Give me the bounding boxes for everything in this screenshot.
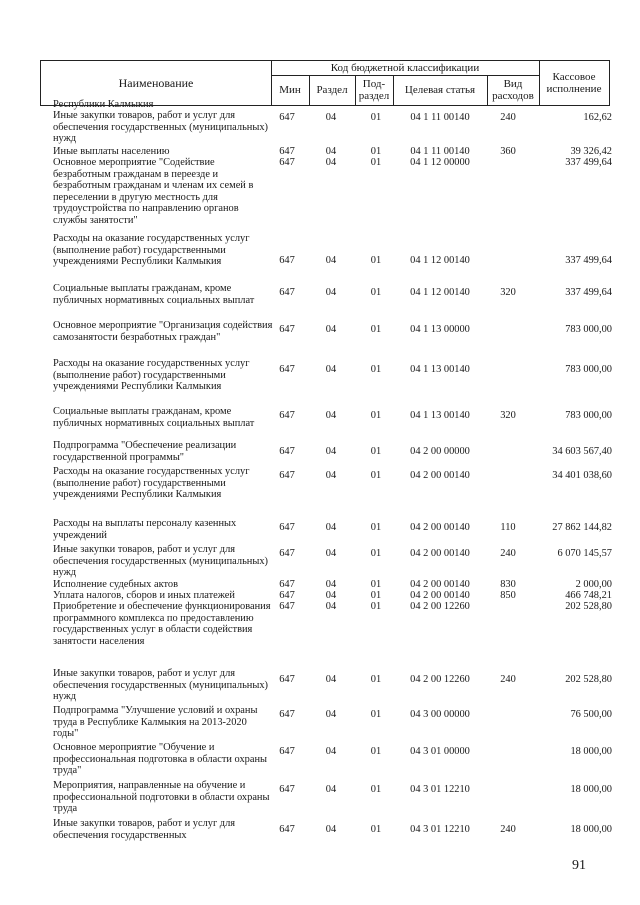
header-podrazdel: Под-раздел bbox=[358, 78, 390, 102]
row-podr: 01 bbox=[370, 324, 382, 335]
row-sum: 39 326,42 bbox=[570, 146, 612, 157]
row-name: Расходы на выплаты персоналу казенных учреждений bbox=[53, 518, 237, 541]
row-razdel: 04 bbox=[325, 601, 337, 612]
row-min: 647 bbox=[279, 824, 295, 835]
row-sum: 202 528,80 bbox=[565, 601, 612, 612]
row-name: Расходы на оказание государственных услуг (выполнение работ) государственными учреждениями Республики Калмыкия bbox=[53, 466, 250, 501]
row-name: Иные выплаты населению bbox=[53, 146, 170, 157]
row-sum: 466 748,21 bbox=[565, 590, 612, 601]
row-razdel: 04 bbox=[325, 548, 337, 559]
row-razdel: 04 bbox=[325, 255, 337, 266]
page-number: 91 bbox=[572, 858, 586, 873]
row-name: Социальные выплаты гражданам, кроме публичных нормативных социальных выплат bbox=[53, 406, 255, 429]
header-min: Мин bbox=[279, 84, 301, 96]
row-stat: 04 1 13 00140 bbox=[410, 364, 470, 375]
header-name: Наименование bbox=[118, 76, 194, 90]
row-stat: 04 2 00 00000 bbox=[410, 446, 470, 457]
header-kassa: Кассовое исполнение bbox=[546, 71, 602, 95]
row-sum: 783 000,00 bbox=[565, 410, 612, 421]
row-name: Иные закупки товаров, работ и услуг для обеспечения государственных (муниципальных) нужд bbox=[53, 668, 269, 703]
row-min: 647 bbox=[279, 784, 295, 795]
row-podr: 01 bbox=[370, 601, 382, 612]
row-razdel: 04 bbox=[325, 146, 337, 157]
row-name: Основное мероприятие "Обучение и профессиональная подготовка в области охраны труда" bbox=[53, 742, 267, 777]
row-min: 647 bbox=[279, 364, 295, 375]
row-name: Подпрограмма "Обеспечение реализации государственной программы" bbox=[53, 440, 237, 463]
row-sum: 18 000,00 bbox=[570, 784, 612, 795]
row-name: Основное мероприятие "Содействие безработным гражданам в переезде и безработным гражданам и членам их семей в переселении в другую местность для трудоустройства по направлению органов службы занятости" bbox=[53, 157, 254, 226]
row-vid: 320 bbox=[500, 287, 516, 298]
row-stat: 04 2 00 00140 bbox=[410, 579, 470, 590]
row-vid: 240 bbox=[500, 548, 516, 559]
row-stat: 04 1 12 00000 bbox=[410, 157, 470, 168]
row-vid: 360 bbox=[500, 146, 516, 157]
row-razdel: 04 bbox=[325, 709, 337, 720]
row-stat: 04 3 00 00000 bbox=[410, 709, 470, 720]
row-razdel: 04 bbox=[325, 746, 337, 757]
row-name: Подпрограмма "Улучшение условий и охраны труда в Республике Калмыкия на 2013-2020 годы" bbox=[53, 705, 258, 740]
row-stat: 04 2 00 00140 bbox=[410, 548, 470, 559]
row-sum: 202 528,80 bbox=[565, 674, 612, 685]
row-name: Исполнение судебных актов bbox=[53, 579, 178, 590]
row-min: 647 bbox=[279, 287, 295, 298]
row-min: 647 bbox=[279, 601, 295, 612]
row-razdel: 04 bbox=[325, 364, 337, 375]
row-vid: 240 bbox=[500, 674, 516, 685]
row-name: Социальные выплаты гражданам, кроме публичных нормативных социальных выплат bbox=[53, 283, 255, 306]
row-sum: 162,62 bbox=[583, 112, 612, 123]
row-vid: 830 bbox=[500, 579, 516, 590]
row-sum: 34 603 567,40 bbox=[552, 446, 612, 457]
row-stat: 04 2 00 00140 bbox=[410, 522, 470, 533]
row-podr: 01 bbox=[370, 112, 382, 123]
row-stat: 04 3 01 12210 bbox=[410, 784, 470, 795]
row-sum: 34 401 038,60 bbox=[552, 470, 612, 481]
row-razdel: 04 bbox=[325, 410, 337, 421]
row-stat: 04 2 00 12260 bbox=[410, 601, 470, 612]
row-podr: 01 bbox=[370, 579, 382, 590]
row-podr: 01 bbox=[370, 146, 382, 157]
row-razdel: 04 bbox=[325, 579, 337, 590]
row-stat: 04 3 01 00000 bbox=[410, 746, 470, 757]
row-vid: 240 bbox=[500, 112, 516, 123]
row-stat: 04 1 13 00140 bbox=[410, 410, 470, 421]
row-min: 647 bbox=[279, 470, 295, 481]
row-sum: 783 000,00 bbox=[565, 324, 612, 335]
row-sum: 337 499,64 bbox=[565, 287, 612, 298]
row-podr: 01 bbox=[370, 709, 382, 720]
row-stat: 04 1 12 00140 bbox=[410, 287, 470, 298]
row-razdel: 04 bbox=[325, 522, 337, 533]
row-vid: 110 bbox=[500, 522, 516, 533]
row-razdel: 04 bbox=[325, 470, 337, 481]
row-vid: 850 bbox=[500, 590, 516, 601]
row-razdel: 04 bbox=[325, 674, 337, 685]
row-sum: 18 000,00 bbox=[570, 746, 612, 757]
row-podr: 01 bbox=[370, 522, 382, 533]
row-name: Приобретение и обеспечение функционирования программного комплекса по предоставлению государственных услуг в области содействия занятости населения bbox=[53, 601, 271, 647]
row-sum: 783 000,00 bbox=[565, 364, 612, 375]
row-vid: 240 bbox=[500, 824, 516, 835]
row-sum: 27 862 144,82 bbox=[552, 522, 612, 533]
row-sum: 2 000,00 bbox=[575, 579, 612, 590]
row-razdel: 04 bbox=[325, 157, 337, 168]
row-podr: 01 bbox=[370, 364, 382, 375]
row-min: 647 bbox=[279, 579, 295, 590]
row-sum: 6 070 145,57 bbox=[557, 548, 612, 559]
row-name: Иные закупки товаров, работ и услуг для обеспечения государственных (муниципальных) нужд bbox=[53, 544, 269, 579]
row-min: 647 bbox=[279, 157, 295, 168]
row-sum: 337 499,64 bbox=[565, 157, 612, 168]
row-podr: 01 bbox=[370, 255, 382, 266]
row-podr: 01 bbox=[370, 548, 382, 559]
row-sum: 76 500,00 bbox=[570, 709, 612, 720]
row-min: 647 bbox=[279, 146, 295, 157]
row-stat: 04 1 13 00000 bbox=[410, 324, 470, 335]
row-name: Расходы на оказание государственных услуг (выполнение работ) государственными учреждениями Республики Калмыкия bbox=[53, 358, 250, 393]
row-min: 647 bbox=[279, 255, 295, 266]
row-stat: 04 1 11 00140 bbox=[410, 146, 470, 157]
row-stat: 04 1 11 00140 bbox=[410, 112, 470, 123]
row-razdel: 04 bbox=[325, 590, 337, 601]
row-sum: 18 000,00 bbox=[570, 824, 612, 835]
row-razdel: 04 bbox=[325, 784, 337, 795]
row-razdel: 04 bbox=[325, 824, 337, 835]
row-name: Иные закупки товаров, работ и услуг для обеспечения государственных bbox=[53, 818, 236, 841]
row-podr: 01 bbox=[370, 157, 382, 168]
row-name: Иные закупки товаров, работ и услуг для обеспечения государственных (муниципальных) нужд bbox=[53, 110, 269, 145]
row-min: 647 bbox=[279, 674, 295, 685]
row-min: 647 bbox=[279, 522, 295, 533]
row-podr: 01 bbox=[370, 784, 382, 795]
row-min: 647 bbox=[279, 709, 295, 720]
header-vid: Вид расходов bbox=[492, 78, 534, 102]
row-stat: 04 2 00 12260 bbox=[410, 674, 470, 685]
row-podr: 01 bbox=[370, 590, 382, 601]
row-stat: 04 2 00 00140 bbox=[410, 590, 470, 601]
row-vid: 320 bbox=[500, 410, 516, 421]
row-stat: 04 1 12 00140 bbox=[410, 255, 470, 266]
row-min: 647 bbox=[279, 746, 295, 757]
row-name: Мероприятия, направленные на обучение и профессиональной подготовки в области охраны труда bbox=[53, 780, 270, 815]
header-statya: Целевая статья bbox=[404, 84, 476, 96]
row-name: Основное мероприятие "Организация содействия самозанятости безработных граждан" bbox=[53, 320, 273, 343]
row-podr: 01 bbox=[370, 746, 382, 757]
row-name: Уплата налогов, сборов и иных платежей bbox=[53, 590, 235, 601]
row-razdel: 04 bbox=[325, 324, 337, 335]
row-stat: 04 2 00 00140 bbox=[410, 470, 470, 481]
row-min: 647 bbox=[279, 590, 295, 601]
row-stat: 04 3 01 12210 bbox=[410, 824, 470, 835]
row-min: 647 bbox=[279, 112, 295, 123]
row-podr: 01 bbox=[370, 470, 382, 481]
row-podr: 01 bbox=[370, 824, 382, 835]
header-code-group: Код бюджетной классификации bbox=[330, 62, 480, 74]
row-podr: 01 bbox=[370, 446, 382, 457]
row-name: Республики Калмыкия bbox=[53, 99, 154, 110]
row-razdel: 04 bbox=[325, 446, 337, 457]
row-min: 647 bbox=[279, 548, 295, 559]
row-razdel: 04 bbox=[325, 287, 337, 298]
row-razdel: 04 bbox=[325, 112, 337, 123]
row-name: Расходы на оказание государственных услуг (выполнение работ) государственными учреждениями Республики Калмыкия bbox=[53, 233, 250, 268]
row-min: 647 bbox=[279, 446, 295, 457]
row-min: 647 bbox=[279, 410, 295, 421]
row-podr: 01 bbox=[370, 674, 382, 685]
row-podr: 01 bbox=[370, 410, 382, 421]
header-razdel: Раздел bbox=[316, 84, 348, 96]
row-min: 647 bbox=[279, 324, 295, 335]
row-sum: 337 499,64 bbox=[565, 255, 612, 266]
row-podr: 01 bbox=[370, 287, 382, 298]
